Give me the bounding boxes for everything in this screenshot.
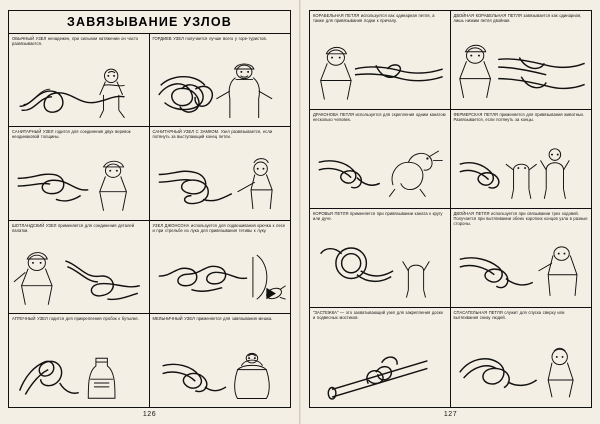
knot-caption: ШОТЛАНДСКИЙ УЗЕЛ применяется для соединения деталей палатки. (12, 222, 135, 233)
knot-caption: САНИТАРНЫЙ УЗЕЛ годится для соединения двух веревок неодинаковой толщины. (12, 129, 131, 140)
knot-illustration-miller (153, 334, 288, 407)
knot-illustration-dragon-loop (313, 130, 447, 208)
knot-cell (310, 11, 451, 110)
knot-caption: ДВОЙНАЯ КОРАБЕЛЬНАЯ ПЕТЛЯ завязывается как одинарная, лишь низким петля двойная. (453, 13, 582, 24)
knot-cell (451, 308, 592, 407)
knot-illustration-rescue-loop (454, 328, 589, 407)
knot-caption: ФЕРМЕРСКАЯ ПЕТЛЯ применяется для привязывания животных. Развязывается, если потянуть за концы. (453, 112, 585, 123)
knot-cell (451, 110, 592, 209)
knot-cell (150, 127, 291, 220)
knot-illustration-overhand (12, 54, 146, 126)
knot-cell (150, 314, 291, 407)
knot-caption: АПТЕЧНЫЙ УЗЕЛ годится для прикрепления пробок к бутылке. (12, 315, 139, 321)
left-page-frame (8, 10, 291, 408)
knot-caption: СПАСАТЕЛЬНАЯ ПЕТЛЯ служит для спуска сверху или вытягивания снизу людей. (453, 310, 565, 321)
page-number: 126 (142, 411, 157, 418)
knot-illustration-bottle (12, 334, 146, 407)
knot-illustration-double-bowline (454, 31, 589, 109)
knot-illustration-sheet-bend (12, 147, 146, 219)
knot-cell (9, 127, 150, 220)
knot-cell (150, 221, 291, 314)
knot-illustration-scottish (12, 241, 146, 313)
right-knot-grid (310, 11, 591, 407)
knot-cell (9, 314, 150, 407)
knot-illustration-gordian (153, 54, 288, 126)
knot-caption: САНИТАРНЫЙ УЗЕЛ С ЗАМКОМ. Узел развязывается, если потянуть за выступающий конец петли. (152, 129, 273, 140)
page-number: 127 (443, 411, 458, 418)
knot-cell (451, 11, 592, 110)
left-knot-grid (9, 34, 290, 407)
knot-illustration-cow-hitch (313, 229, 447, 307)
knot-illustration-clasp (313, 328, 447, 407)
knot-caption: ДВОЙНАЯ ПЕТЛЯ используется при связывании трех ходовей. Получается при вытягивании обеих коротких концов узла в разные стороны. (453, 211, 588, 227)
right-page-frame (309, 10, 592, 408)
knot-cell (9, 34, 150, 127)
knot-cell (451, 209, 592, 308)
knot-cell (310, 110, 451, 209)
knot-caption: ГОРДИЕВ УЗЕЛ получается лучше всего у горе-туристов. (152, 36, 267, 41)
left-page (0, 0, 299, 424)
knot-illustration-bowline (313, 31, 447, 109)
knot-caption: "ЗАСТЕЖКА" — это захватывающий узел для закрепления доски и подвесных мостиков. (313, 310, 443, 321)
knot-caption: КОРАБЕЛЬНАЯ ПЕТЛЯ используется как одинарная петля, а также для привязывания лодки к причалу. (313, 13, 435, 24)
knot-illustration-slipped-sheet-bend (153, 147, 288, 219)
knot-illustration-farmer-loop (454, 130, 589, 208)
right-page (301, 0, 600, 424)
knot-cell (150, 34, 291, 127)
page-title: ЗАВЯЗЫВАНИЕ УЗЛОВ (9, 11, 290, 34)
knot-illustration-johnson (153, 241, 288, 313)
knot-caption: МЕЛЬНИЧНЫЙ УЗЕЛ применяется для завязывания мешка. (152, 315, 273, 321)
knot-caption: УЗЕЛ ДЖОНСОНА используется для подвешивания крючка к лесе и при стрельбе из лука для привязывания тетивы к луку. (152, 222, 286, 233)
knot-cell (310, 209, 451, 308)
knot-cell (9, 221, 150, 314)
knot-illustration-double-loop (454, 229, 589, 307)
knot-caption: ОБЫЧНЫЙ УЗЕЛ ненадежен, при сильном натяжении он часто развязывается. (12, 36, 139, 47)
knot-cell (310, 308, 451, 407)
knot-caption: КОРОВЬЯ ПЕТЛЯ применяется при привязывании каната к кругу или дуче. (313, 211, 443, 222)
knot-caption: ДРАКОНОВА ПЕТЛЯ используется для скрепления одним канатом несколько человек. (313, 112, 446, 123)
